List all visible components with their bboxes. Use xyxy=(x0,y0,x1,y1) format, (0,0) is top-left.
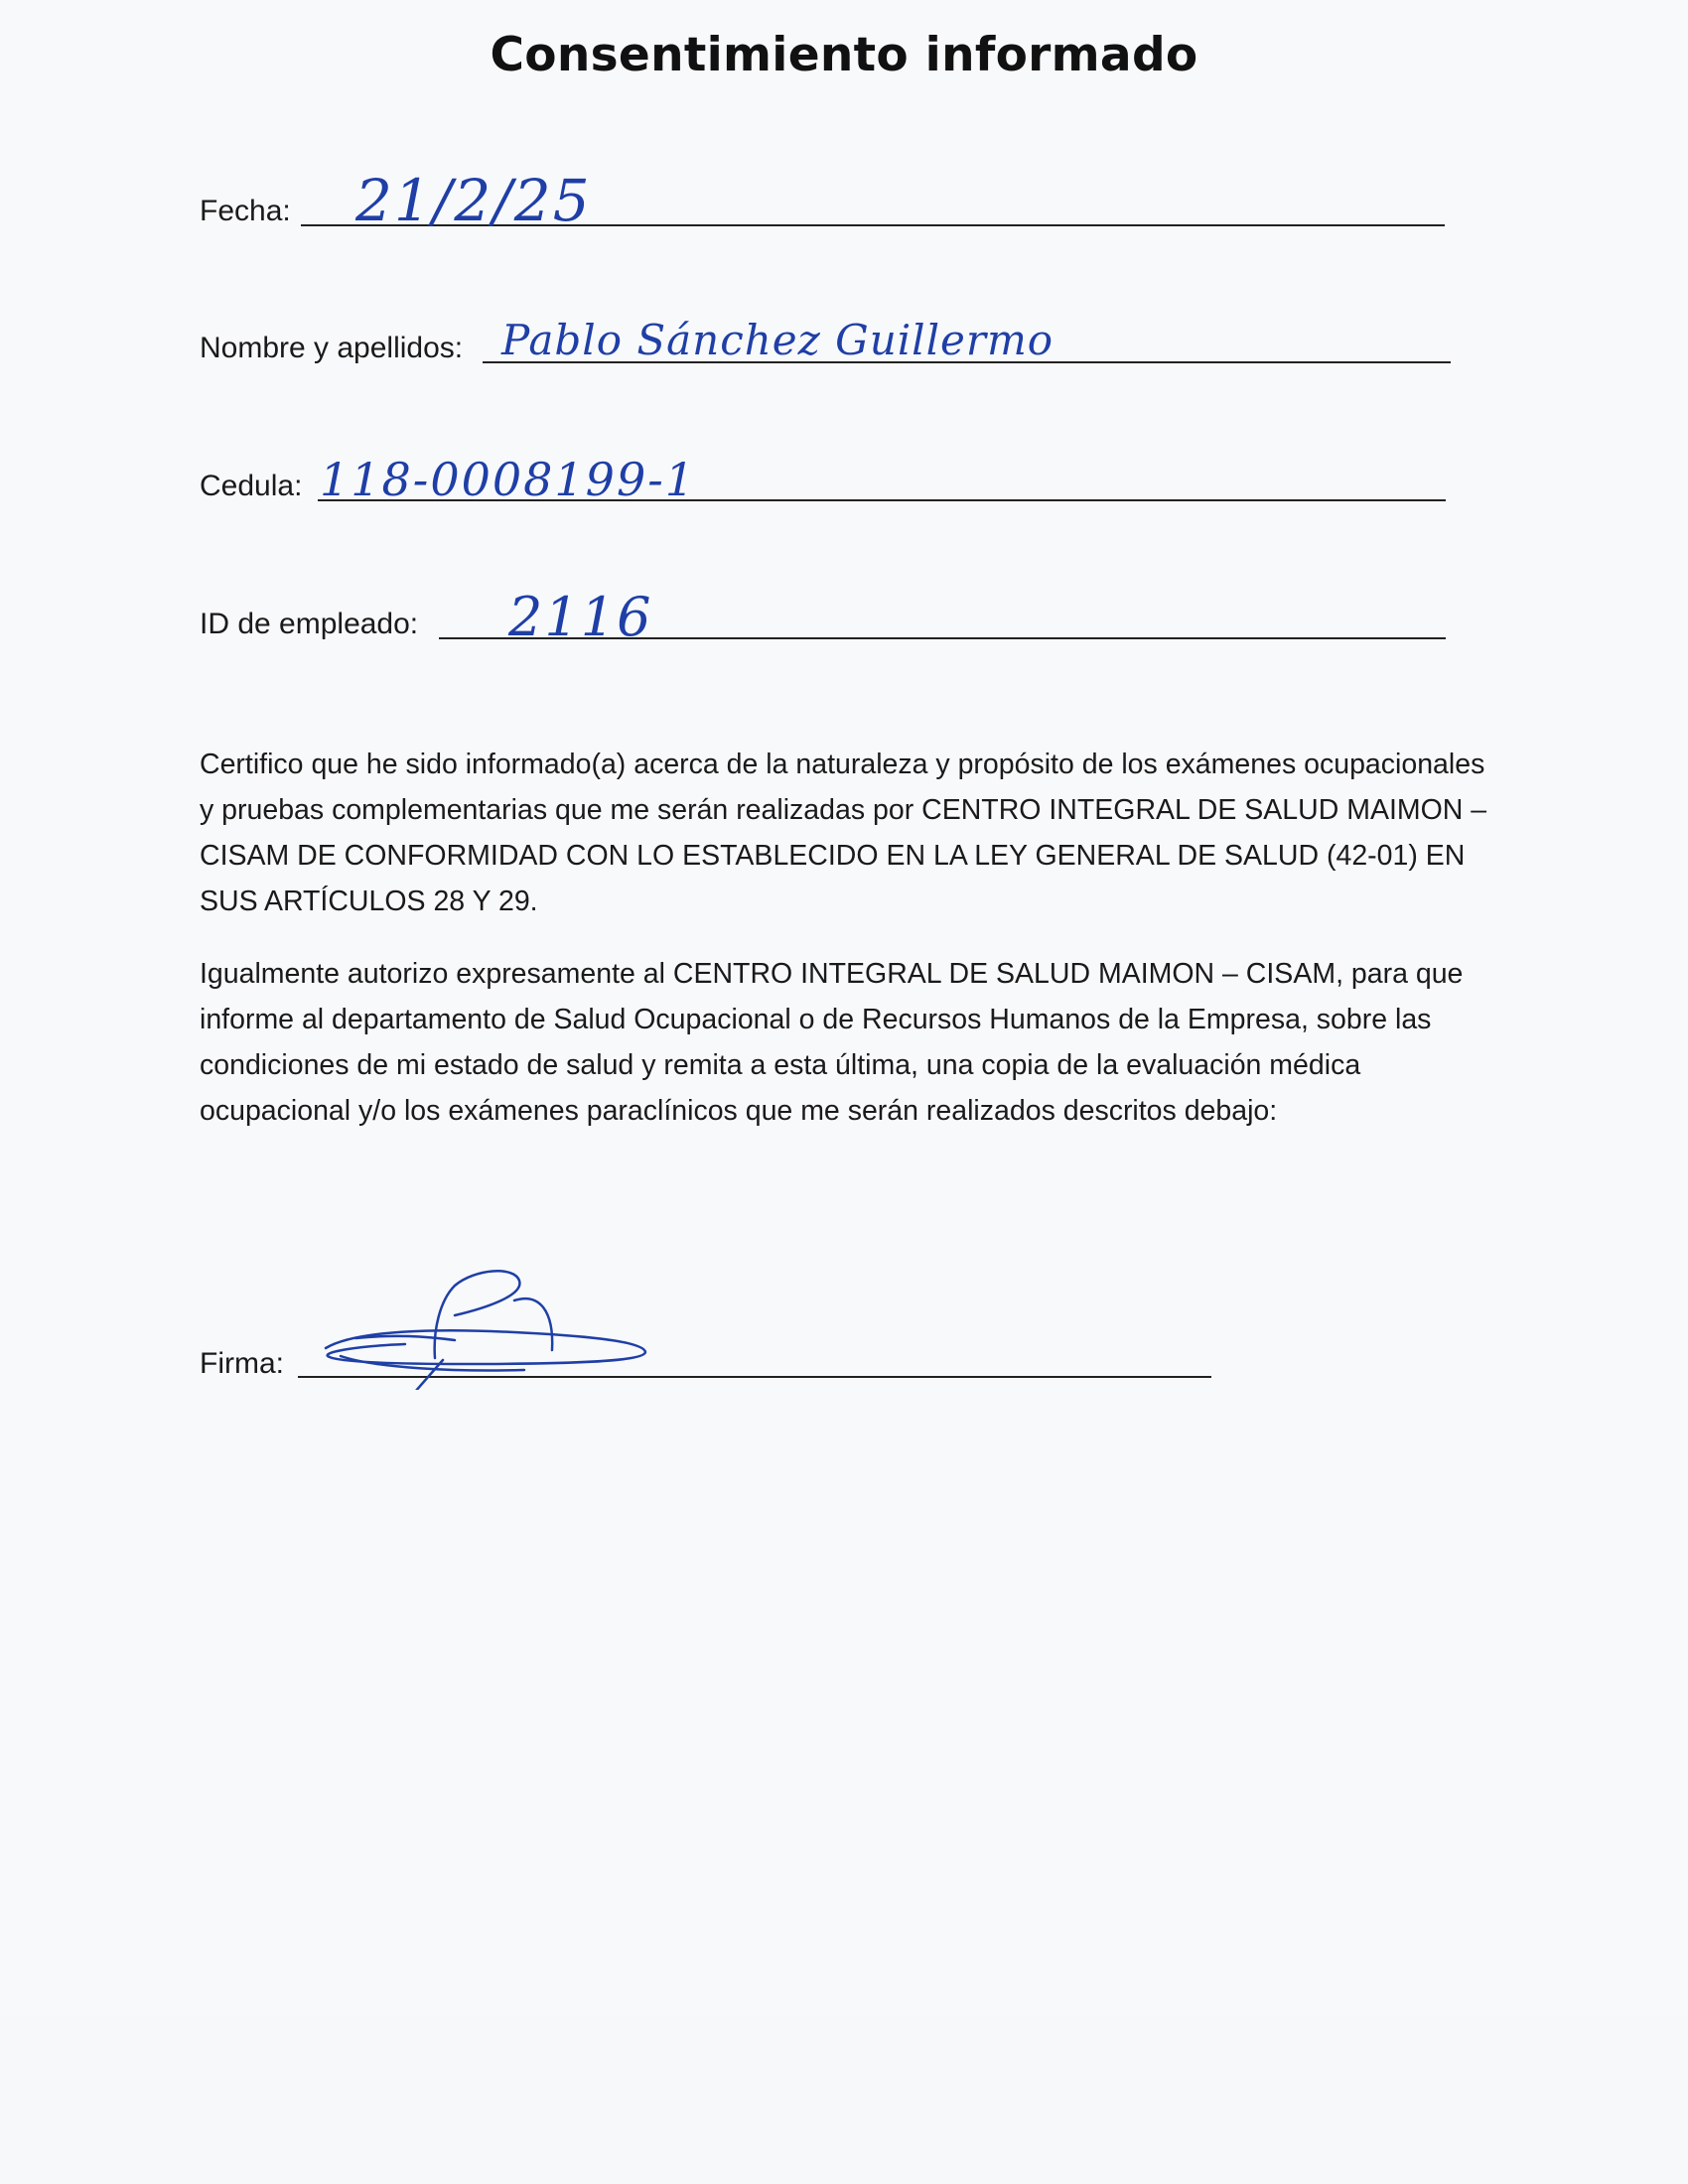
consent-paragraph-2: Igualmente autorizo expresamente al CENTRO INTEGRAL DE SALUD MAIMON – CISAM, para que informe al departamento de Salud Ocupacional o de Recursos Humanos de la Empresa, sobre las condiciones de mi estado de salud y remita a esta última, una copia de la evaluación médica ocupacional y/o los exámenes paraclínicos que me serán realizados descritos debajo: xyxy=(200,958,1464,1127)
cedula-label: Cedula: xyxy=(200,470,303,502)
fecha-label: Fecha: xyxy=(200,195,291,227)
signature-drawing xyxy=(316,1261,653,1390)
fecha-value: 21/2/25 xyxy=(355,167,592,234)
cedula-value: 118-0008199-1 xyxy=(320,453,697,506)
firma-label: Firma: xyxy=(200,1347,284,1380)
nombre-value: Pablo Sánchez Guillermo xyxy=(501,316,1055,364)
consent-paragraph-1: Certifico que he sido informado(a) acerca de la naturaleza y propósito de los exámenes ocupacionales y pruebas complementarias que me serán realizadas por CENTRO INTEGRAL DE SALUD MAIMON – CISAM DE CONFORMIDAD CON LO ESTABLECIDO EN LA LEY GENERAL DE SALUD (42-01) EN SUS ARTÍCULOS 28 Y 29. xyxy=(200,749,1487,917)
id-empleado-value: 2116 xyxy=(508,586,653,648)
nombre-label: Nombre y apellidos: xyxy=(200,332,464,364)
id-empleado-label: ID de empleado: xyxy=(200,608,419,640)
document-title: Consentimiento informado xyxy=(490,28,1198,82)
